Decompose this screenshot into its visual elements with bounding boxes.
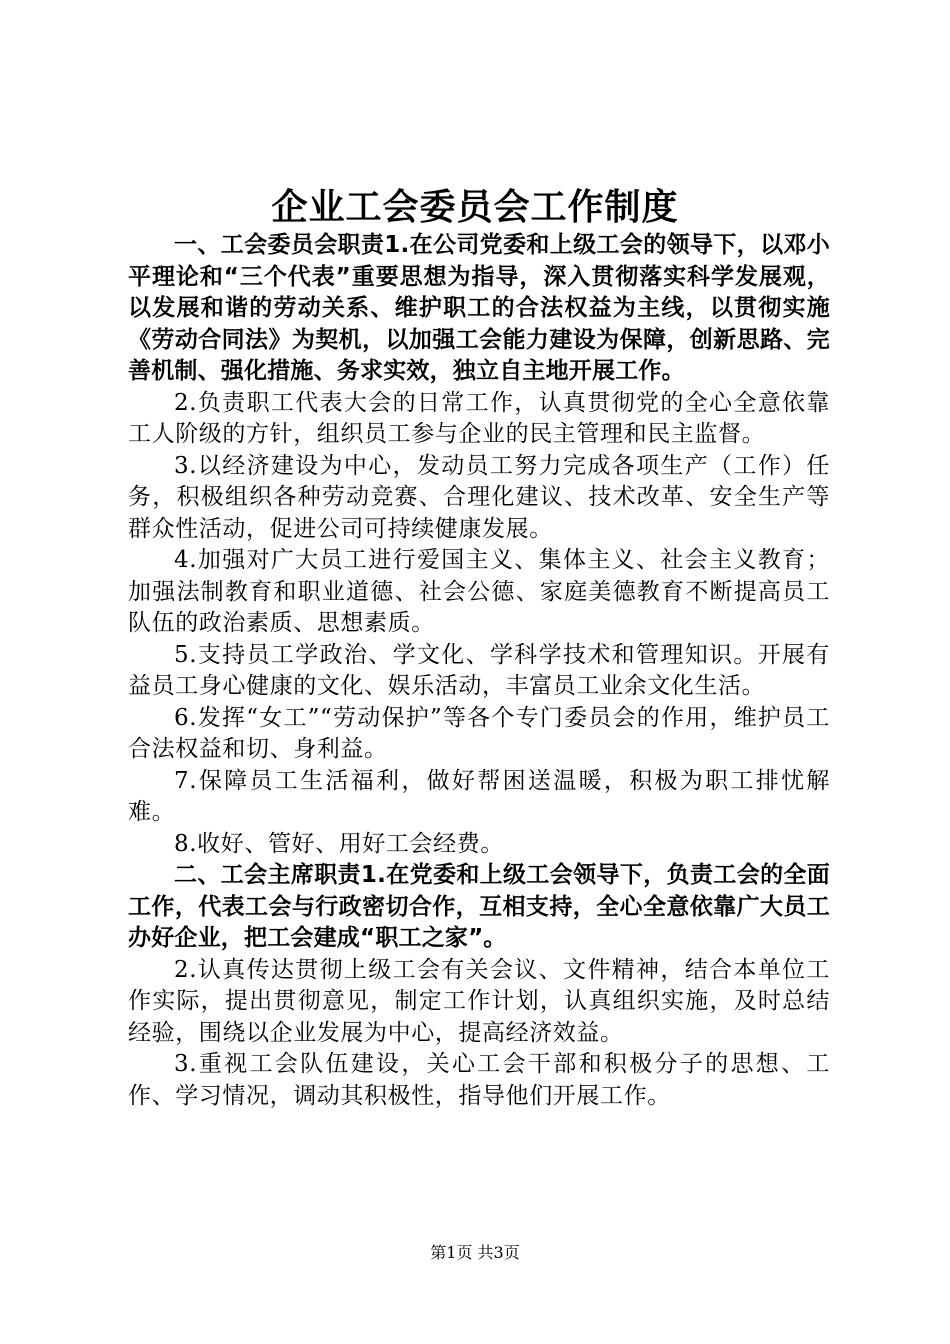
paragraph-item-2: 2.负责职工代表大会的日常工作，认真贯彻党的全心全意依靠工人阶级的方针，组织员工参与企业的民主管理和民主监督。 [128, 389, 830, 447]
paragraph-item-4: 4.加强对广大员工进行爱国主义、集体主义、社会主义教育；加强法制教育和职业道德、社会公德、家庭美德教育不断提高员工队伍的政治素质、思想素质。 [128, 547, 830, 636]
document-title: 企业工会委员会工作制度 [271, 186, 679, 228]
paragraph-item-6: 6.发挥“女工”“劳动保护”等各个专门委员会的作用，维护员工合法权益和切、身利益。 [128, 704, 830, 762]
paragraph-section-2-item-2: 2.认真传达贯彻上级工会有关会议、文件精神，结合本单位工作实际，提出贯彻意见，制定工作计划，认真组织实施，及时总结经验，围绕以企业发展为中心，提高经济效益。 [128, 956, 830, 1046]
paragraph-item-7: 7.保障员工生活福利，做好帮困送温暖，积极为职工排忧解难。 [128, 767, 830, 825]
section-1-paragraph: 一、工会委员会职责1.在公司党委和上级工会的领导下，以邓小平理论和“三个代表”重要思想为指导，深入贯彻落实科学发展观，以发展和谐的劳动关系、维护职工的合法权益为主线，以贯彻实施《劳动合同法》为契机，以加强工会能力建设为保障，创新思路、完善机制、强化措施、务求实效，独立自主地开展工作。 [128, 232, 830, 384]
page-number-footer: 第1页 共3页 [430, 1243, 520, 1262]
document-body [128, 230, 830, 1112]
paragraph-item-3: 3.以经济建设为中心，发动员工努力完成各项生产（工作）任务，积极组织各种劳动竞赛、合理化建议、技术改革、安全生产等群众性活动，促进公司可持续健康发展。 [128, 452, 830, 542]
paragraph-item-8: 8.收好、管好、用好工会经费。 [174, 830, 504, 857]
paragraph-section-2-item-3: 3.重视工会队伍建设，关心工会干部和积极分子的思想、工作、学习情况，调动其积极性，指导他们开展工作。 [128, 1051, 830, 1109]
section-2-paragraph: 二、工会主席职责1.在党委和上级工会领导下，负责工会的全面工作，代表工会与行政密切合作，互相支持，全心全意依靠广大员工办好企业，把工会建成“职工之家”。 [128, 862, 830, 951]
paragraph-item-5: 5.支持员工学政治、学文化、学科学技术和管理知识。开展有益员工身心健康的文化、娱乐活动，丰富员工业余文化生活。 [128, 641, 830, 699]
